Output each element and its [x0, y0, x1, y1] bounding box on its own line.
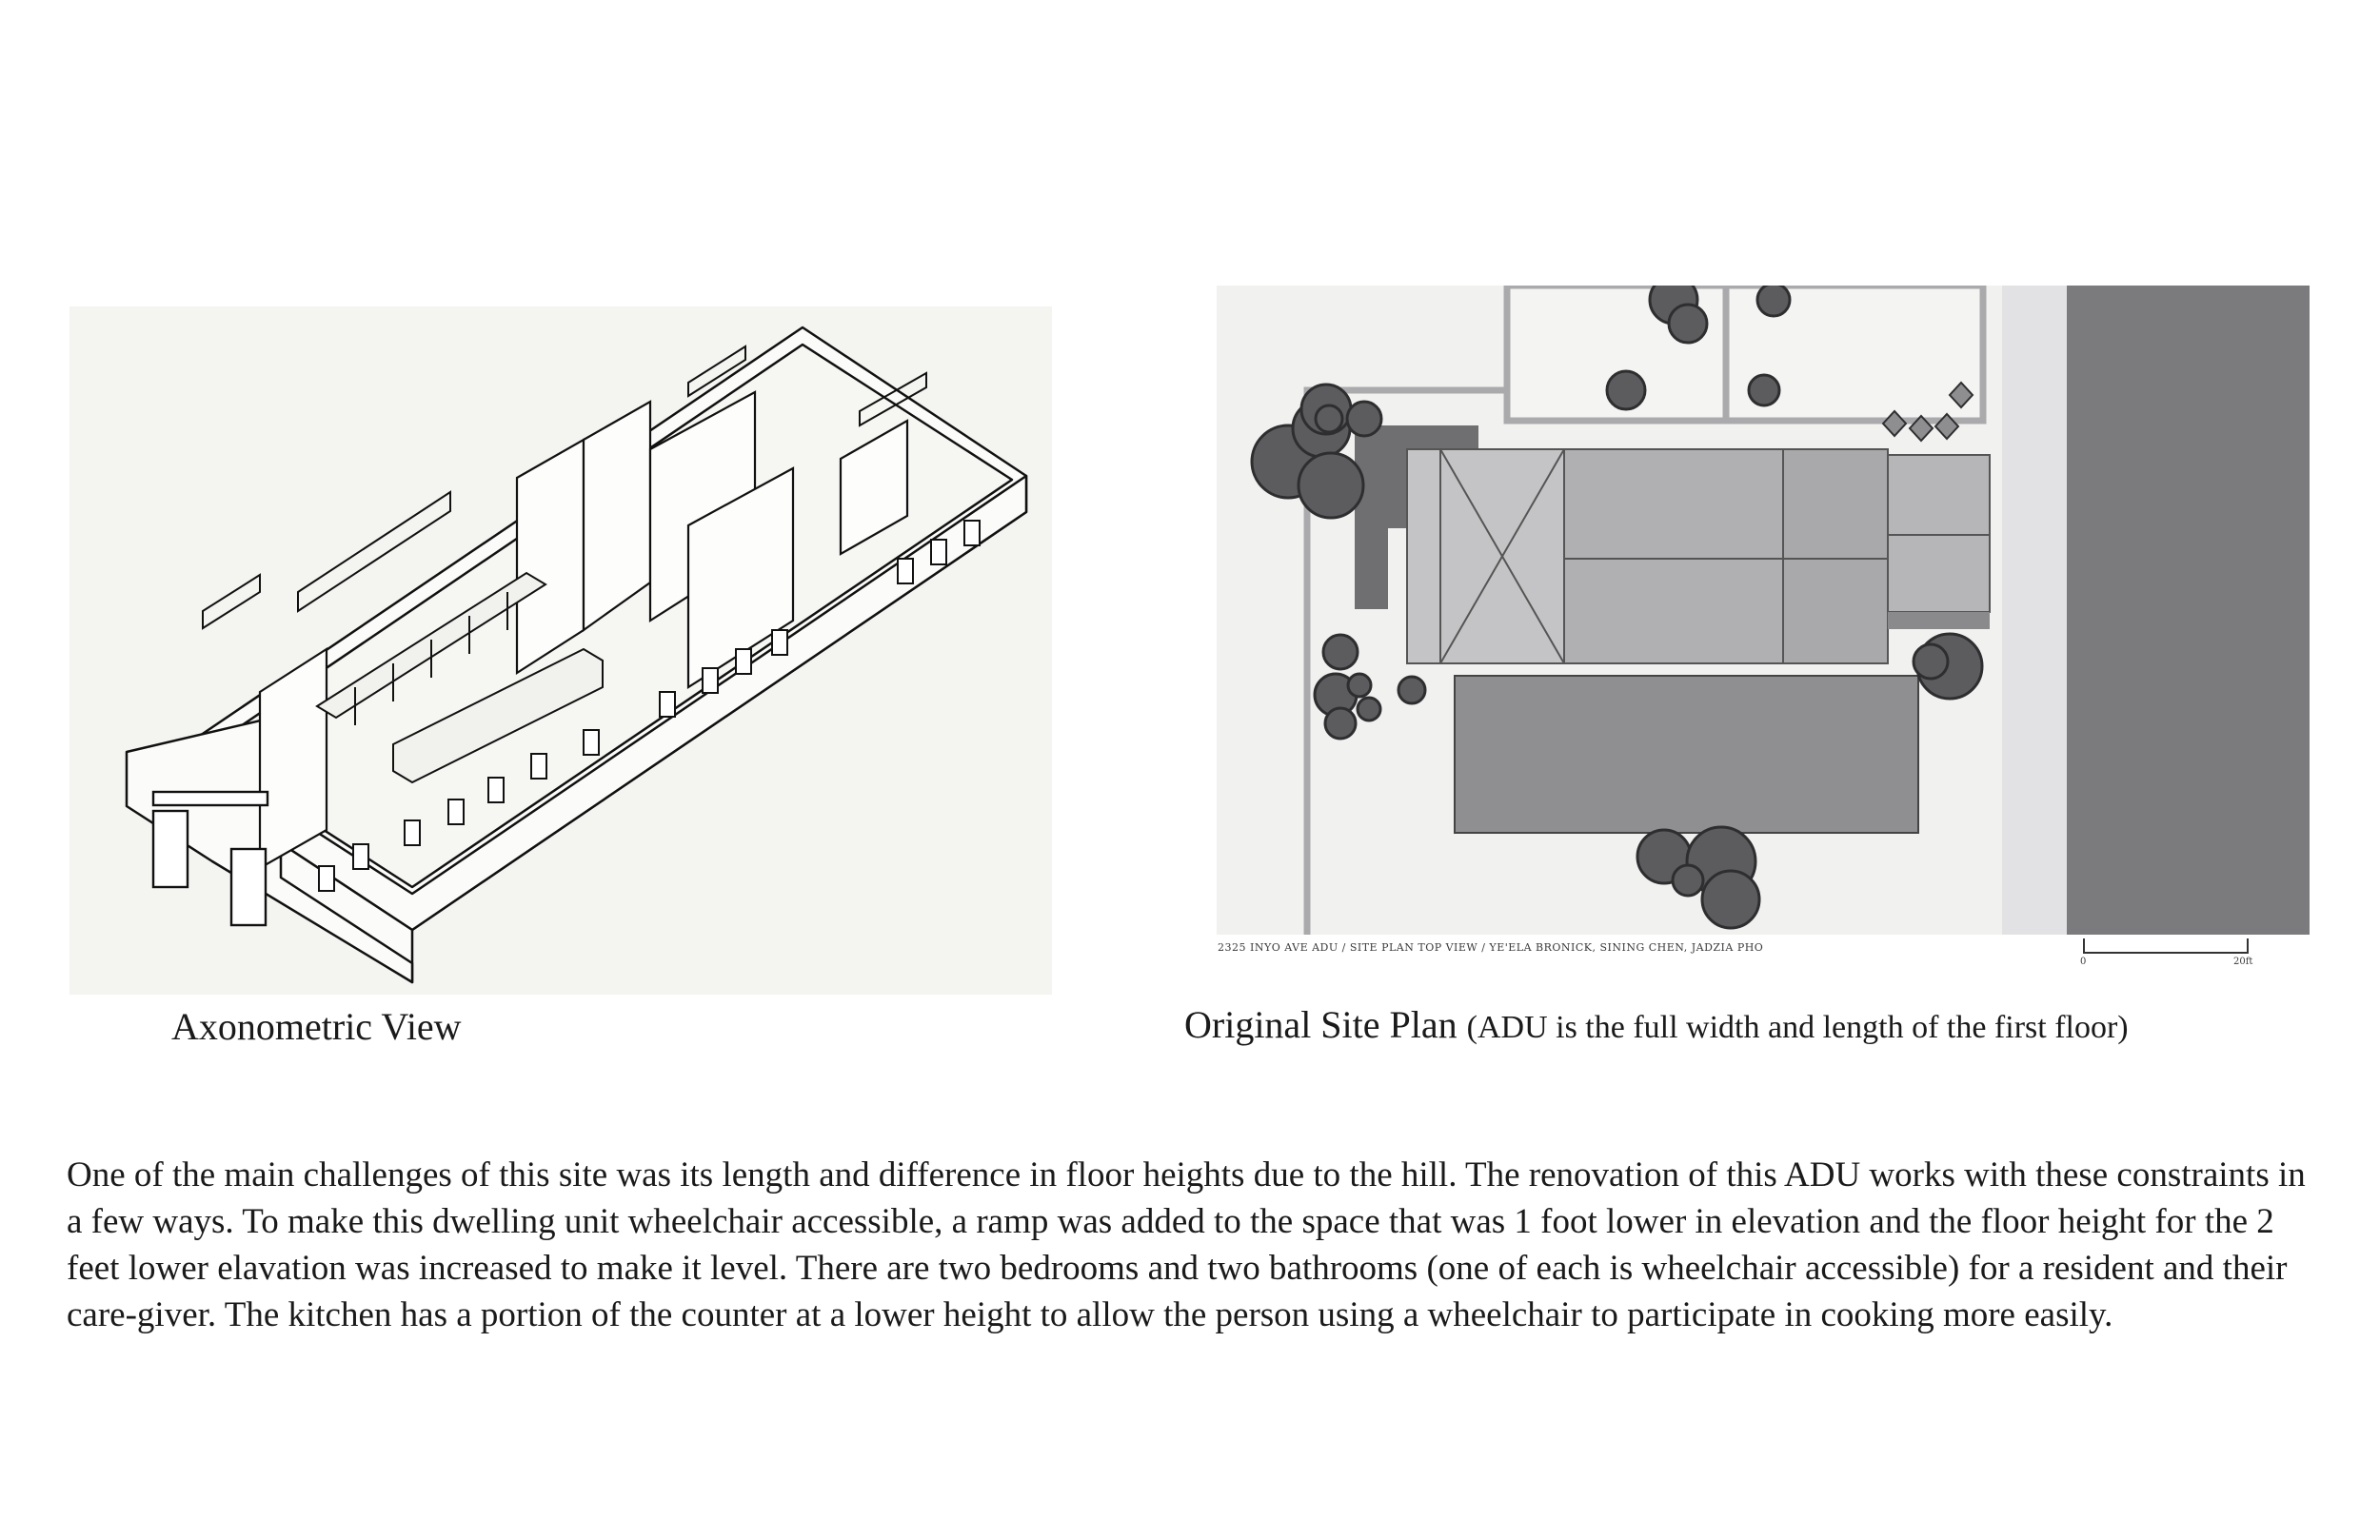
site-credit: 2325 INYO AVE ADU / SITE PLAN TOP VIEW / YE'ELA BRONICK, SINING CHEN, JADZIA PHO [1218, 941, 1764, 954]
partition-kitchen [260, 649, 327, 868]
scale-end-label: 20ft [2233, 957, 2253, 967]
house-roof-mid [1564, 449, 1783, 663]
porch-roof [1888, 455, 1990, 612]
street [2067, 286, 2310, 935]
axonometric-drawing [69, 306, 1052, 995]
sidewalk [2002, 286, 2067, 935]
house-roof-right [1783, 449, 1888, 663]
description-paragraph: One of the main challenges of this site was its length and difference in floor heights due to the hill. The renovation of this ADU works with these constraints in a few ways. To make this dwelling unit wheelchair accessible, a ramp was added to the space that was 1 foot lower in elevation and the floor height for the 2 feet lower elavation was increased to make it level. There are two bedrooms and two bathrooms (one of each is wheelchair accessible) for a resident and their care-giver. The kitchen has a portion of the counter at a lower height to allow the person using a wheelchair to participate in cooking more easily. [67, 1155, 2306, 1334]
house-roof-left [1407, 449, 1564, 663]
site-plan [1217, 286, 2310, 935]
axonometric-caption: Axonometric View [171, 1005, 462, 1048]
door-right [231, 849, 266, 925]
door-left [153, 811, 188, 887]
scale-bar [2083, 938, 2249, 954]
scale-start-label: 0 [2080, 957, 2087, 967]
site-plan-caption-sub: (ADU is the full width and length of the first floor) [1466, 1010, 2129, 1045]
site-plan-caption-main: Original Site Plan [1184, 1003, 1458, 1046]
garage [1455, 676, 1918, 833]
site-plan-caption [1184, 1002, 2129, 1047]
